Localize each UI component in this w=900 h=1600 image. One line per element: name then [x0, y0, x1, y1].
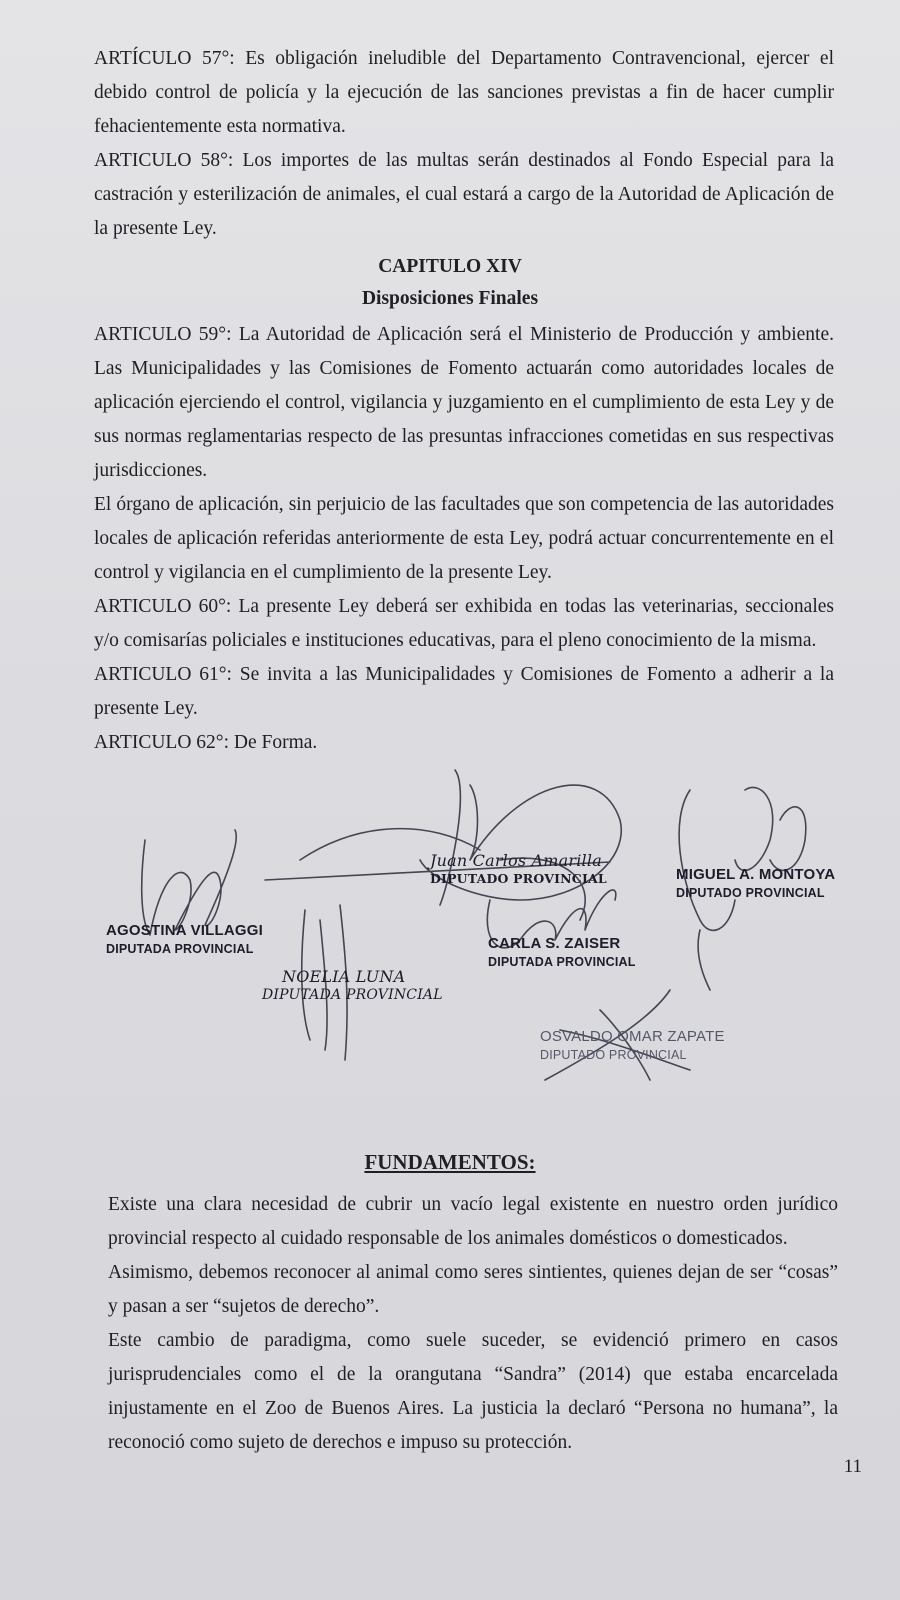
- chapter-subtitle: Disposiciones Finales: [361, 288, 539, 309]
- article-59-continued: El órgano de aplicación, sin perjuicio de las facultades que son competencia de las autoridades locales de aplicación referidas anteriormente de esta Ley, podrá actuar concurrentemente en el control y vigilancia en el cumplimiento de la presente Ley.: [94, 494, 834, 583]
- stamp-zaiser: [488, 935, 636, 971]
- stamp-villaggi-name: AGOSTINA VILLAGGI: [106, 922, 264, 939]
- signature-villaggi: [142, 830, 237, 935]
- article-62: ARTICULO 62°: De Forma.: [94, 732, 318, 753]
- stamp-villaggi-role: DIPUTADA PROVINCIAL: [106, 942, 254, 956]
- stamp-zapate-role: DIPUTADO PROVINCIAL: [540, 1048, 687, 1062]
- article-57: ARTÍCULO 57°: Es obligación ineludible del Departamento Contravencional, ejercer el debido control de policía y la ejecución de las sanciones previstas a fin de hacer cumplir fehacientemente esta normativa.: [94, 48, 834, 137]
- fundamentos-title: FUNDAMENTOS:: [364, 1150, 536, 1174]
- stamp-luna: [262, 968, 443, 1004]
- stamp-zaiser-name: CARLA S. ZAISER: [488, 935, 621, 952]
- article-60: ARTICULO 60°: La presente Ley deberá ser exhibida en todas las veterinarias, seccionales y/o comisarías policiales e instituciones educativas, para el pleno conocimiento de la misma.: [94, 596, 834, 651]
- article-59: ARTICULO 59°: La Autoridad de Aplicación será el Ministerio de Producción y ambiente. Las Municipalidades y las Comisiones de Fomento actuarán como autoridades locales de aplicación ejerciendo el control, vigilancia y juzgamiento en el cumplimiento de esta Ley y de sus normas reglamentarias respecto de las presuntas infracciones cometidas en sus respectivas jurisdicciones.: [94, 324, 834, 481]
- stamp-zaiser-role: DIPUTADA PROVINCIAL: [488, 955, 636, 969]
- top-articles: [94, 42, 834, 246]
- stamp-luna-name: NOELIA LUNA: [282, 967, 406, 986]
- fundamentos-paragraph-1: Existe una clara necesidad de cubrir un vacío legal existente en nuestro orden jurídico provincial respecto al cuidado responsable de los animales domésticos o domesticados.: [108, 1194, 838, 1249]
- chapter-title: CAPITULO XIV: [378, 256, 522, 277]
- article-61: ARTICULO 61°: Se invita a las Municipalidades y Comisiones de Fomento a adherir a la presente Ley.: [94, 664, 834, 719]
- stamp-amarilla: [430, 852, 607, 888]
- page-number: 11: [843, 1456, 862, 1477]
- stamp-villaggi: [106, 922, 263, 958]
- fundamentos-paragraph-3: Este cambio de paradigma, como suele suceder, se evidenció primero en casos jurisprudenciales como el de la orangutana “Sandra” (2014) que estaba encarcelada injustamente en el Zoo de Buenos Aires. La justicia la declaró “Persona no humana”, la reconoció como sujeto de derechos e impuso su protección.: [108, 1330, 838, 1453]
- stamp-zapate: [540, 1028, 725, 1064]
- stamp-amarilla-role: DIPUTADO PROVINCIAL: [430, 871, 607, 886]
- stamp-amarilla-name: Juan Carlos Amarilla: [430, 851, 602, 870]
- final-articles: [94, 318, 834, 760]
- stamp-montoya-name: MIGUEL A. MONTOYA: [676, 866, 836, 883]
- fundamentos-body: [108, 1188, 838, 1460]
- stamp-zapate-name: OSVALDO OMAR ZAPATE: [540, 1028, 725, 1045]
- fundamentos-paragraph-2: Asimismo, debemos reconocer al animal como seres sintientes, quienes dejan de ser “cosas” y pasan a ser “sujetos de derecho”.: [108, 1262, 838, 1317]
- stamp-montoya-role: DIPUTADO PROVINCIAL: [676, 886, 825, 900]
- stamp-luna-role: DIPUTADA PROVINCIAL: [262, 987, 443, 1003]
- stamp-montoya: [676, 866, 835, 902]
- article-58: ARTICULO 58°: Los importes de las multas serán destinados al Fondo Especial para la castración y esterilización de animales, el cual estará a cargo de la Autoridad de Aplicación de la presente Ley.: [94, 150, 834, 239]
